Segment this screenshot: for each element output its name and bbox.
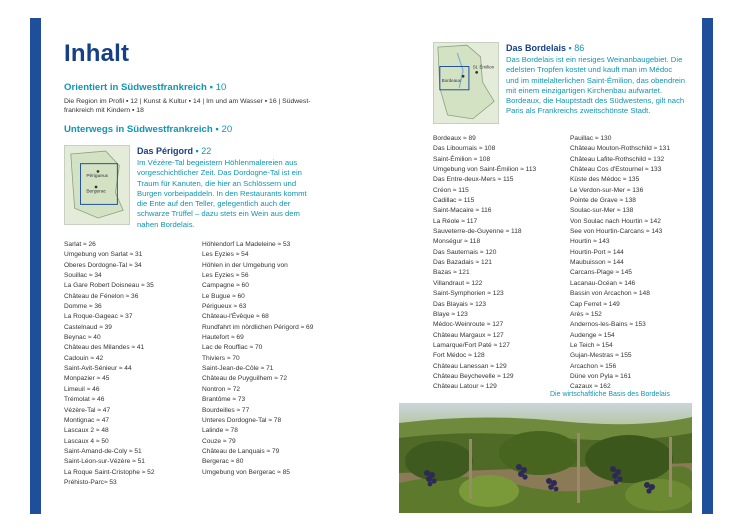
toc-entry[interactable]: Saint-Macaire ≈ 116 <box>433 207 492 215</box>
toc-entry[interactable]: Küste des Médoc ≈ 135 <box>570 176 640 184</box>
toc-entry[interactable]: Château Beychevelle ≈ 129 <box>433 372 514 380</box>
vineyard-photo <box>399 403 692 513</box>
map-label-st-emilion: St. Émilion <box>472 64 495 70</box>
section-orientiert-page: 10 <box>215 82 227 93</box>
toc-entry[interactable]: Bordeaux ≈ 89 <box>433 135 476 142</box>
toc-entry[interactable]: Höhlendorf La Madeleine ≈ 53 <box>202 241 291 248</box>
toc-entry[interactable]: Domme ≈ 36 <box>64 303 102 311</box>
toc-entry[interactable]: Das Blayais ≈ 123 <box>433 300 487 308</box>
toc-entry[interactable]: Château Margaux ≈ 127 <box>433 331 504 339</box>
photo-caption: Die wirtschaftliche Basis des Bordelais <box>550 391 670 398</box>
section-unterwegs[interactable]: Unterwegs in Südwestfrankreich ▪ 20 <box>64 124 233 135</box>
toc-entry[interactable]: Saint-Symphorien ≈ 123 <box>433 290 504 298</box>
bordelais-list-col1 <box>433 134 536 393</box>
toc-entry[interactable]: Les Eyzies ≈ 56 <box>202 272 249 280</box>
toc-entry[interactable]: Montignac ≈ 47 <box>64 416 110 424</box>
perigord-list-col2 <box>202 240 313 478</box>
toc-entry[interactable]: La Roque Saint-Cristophe ≈ 52 <box>64 468 155 476</box>
toc-entry[interactable]: Campagne ≈ 60 <box>202 282 249 290</box>
toc-entry[interactable]: Das Sauternais ≈ 120 <box>433 248 497 256</box>
toc-entry[interactable]: Lamarque/Fort Paté ≈ 127 <box>433 341 510 349</box>
page-title: Inhalt <box>64 40 130 67</box>
toc-entry[interactable]: Sarlat ≈ 26 <box>64 241 96 248</box>
toc-entry[interactable]: Blaye ≈ 123 <box>433 310 468 318</box>
toc-entry[interactable]: Carcans-Plage ≈ 145 <box>570 269 632 277</box>
bordelais-list-col2 <box>570 134 670 393</box>
toc-entry[interactable]: Cap Ferret ≈ 149 <box>570 300 620 308</box>
toc-entry[interactable]: Monpazier ≈ 45 <box>64 375 110 383</box>
toc-entry[interactable]: Unteres Dordogne-Tal ≈ 78 <box>202 416 282 424</box>
toc-entry[interactable]: Le Bugue ≈ 60 <box>202 292 245 300</box>
toc-entry[interactable]: Arcachon ≈ 156 <box>570 362 617 370</box>
toc-entry[interactable]: Villandraut ≈ 122 <box>433 279 483 287</box>
toc-entry[interactable]: Limeuil ≈ 46 <box>64 385 100 393</box>
toc-entry[interactable]: Cadouin ≈ 42 <box>64 354 104 362</box>
toc-entry[interactable]: Bourdeilles ≈ 77 <box>202 406 250 414</box>
toc-entry[interactable]: Pauillac ≈ 130 <box>570 135 612 142</box>
toc-entry[interactable]: Rundfahrt im nördlichen Périgord ≈ 69 <box>202 323 314 331</box>
toc-entry[interactable]: Von Soulac nach Hourtin ≈ 142 <box>570 217 661 225</box>
toc-entry[interactable]: Périgueux ≈ 63 <box>202 303 247 311</box>
toc-entry[interactable]: Monségur ≈ 118 <box>433 238 481 246</box>
toc-entry[interactable]: Saint-Émilion ≈ 108 <box>433 155 491 163</box>
toc-entry[interactable]: Les Eyzies ≈ 54 <box>202 251 249 259</box>
map-label-perigueux: Périgueux <box>86 174 109 180</box>
toc-entry[interactable]: Arès ≈ 152 <box>570 310 602 318</box>
toc-entry[interactable]: Souillac ≈ 34 <box>64 272 102 280</box>
map-label-bordeaux: Bordeaux <box>441 78 461 84</box>
toc-entry[interactable]: Le Teich ≈ 154 <box>570 341 613 349</box>
toc-entry[interactable]: Hautefort ≈ 69 <box>202 334 244 342</box>
section-unterwegs-page: 20 <box>221 124 233 135</box>
toc-entry[interactable]: Hourtin-Port ≈ 144 <box>570 248 624 256</box>
section-orientiert[interactable]: Orientiert in Südwestfrankreich ▪ 10 <box>64 82 227 93</box>
toc-entry[interactable]: Lalinde ≈ 78 <box>202 427 238 435</box>
toc-entry[interactable]: Château Lafite-Rothschild ≈ 132 <box>570 155 665 163</box>
toc-entry[interactable]: Beynac ≈ 40 <box>64 334 101 342</box>
bordelais-description: Das Bordelais ist ein riesiges Weinanbaugebiet. Die edelsten Tropfen kostet und kauft man im Médoc und im mittelalterlichen Saint-Émilion, das obendrein mit einem einzigartigen Kirchenbau aufwartet. Bordeaux, die Hauptstadt des Südwestens, gilt nach Paris als Frankreichs zweitschönste Stadt. <box>506 55 686 116</box>
toc-entry[interactable]: Saint-Léon-sur-Vézère ≈ 51 <box>64 458 145 466</box>
toc-entry[interactable]: Créon ≈ 115 <box>433 186 469 194</box>
toc-entry[interactable]: La Gare Robert Doisneau ≈ 35 <box>64 282 154 290</box>
bordelais-page: 86 <box>574 43 585 53</box>
toc-entry[interactable]: Das Libournais ≈ 108 <box>433 145 496 153</box>
toc-entry[interactable]: Nontron ≈ 72 <box>202 385 241 393</box>
toc-entry[interactable]: Das Entre-deux-Mers ≈ 115 <box>433 176 514 184</box>
toc-entry[interactable]: Bassin von Arcachon ≈ 148 <box>570 290 650 298</box>
perigord-description: Im Vézère-Tal begeistern Höhlenmalereien aus vorgeschichtlicher Zeit. Das Dordogne-Tal ist ein Traum für Kanuten, die hier an Schlössern und Burgen vorbeipaddeln. In den Restaurants kommt die Ente auf den Teller, gelegentlich auch der schwarze Trüffel – dazu stets ein Wein aus dem nahen Bordelais. <box>137 158 307 229</box>
toc-entry[interactable]: Düne von Pyla ≈ 161 <box>570 372 632 380</box>
left-edge-bar <box>30 18 41 514</box>
toc-entry[interactable]: Audenge ≈ 154 <box>570 331 615 339</box>
toc-entry[interactable]: Oberes Dordogne-Tal ≈ 34 <box>64 261 142 269</box>
toc-entry[interactable]: Château de Puyguilhem ≈ 72 <box>202 375 287 383</box>
toc-entry[interactable]: Castelnaud ≈ 39 <box>64 323 112 331</box>
toc-entry[interactable]: Umgebung von Sarlat ≈ 31 <box>64 251 143 259</box>
toc-entry[interactable]: Château de Fénelon ≈ 36 <box>64 292 139 300</box>
toc-entry[interactable]: Lascaux 2 ≈ 48 <box>64 427 109 435</box>
toc-entry[interactable]: Château Cos d'Estournel ≈ 133 <box>570 166 662 174</box>
toc-entry[interactable]: Château Latour ≈ 129 <box>433 383 497 391</box>
toc-entry[interactable]: Trémolat ≈ 46 <box>64 396 105 404</box>
toc-entry[interactable]: Umgebung von Saint-Émilion ≈ 113 <box>433 166 537 174</box>
toc-entry[interactable]: Château-l'Évêque ≈ 68 <box>202 313 269 321</box>
toc-entry[interactable]: Lacanau-Océan ≈ 146 <box>570 279 636 287</box>
perigord-region-map <box>64 145 130 225</box>
toc-entry[interactable]: Maubuisson ≈ 144 <box>570 259 624 267</box>
toc-entry[interactable]: Andernos-les-Bains ≈ 153 <box>570 321 646 329</box>
toc-entry[interactable]: Vézère-Tal ≈ 47 <box>64 406 111 414</box>
right-edge-bar <box>702 18 713 514</box>
toc-entry[interactable]: Thiviers ≈ 70 <box>202 354 240 362</box>
toc-entry[interactable]: Médoc-Weinroute ≈ 127 <box>433 321 504 329</box>
toc-entry[interactable]: La Réole ≈ 117 <box>433 217 478 225</box>
toc-entry[interactable]: Le Verdon-sur-Mer ≈ 136 <box>570 186 644 194</box>
bordelais-region-map <box>433 42 499 124</box>
toc-entry[interactable]: Saint-Jean-de-Côle ≈ 71 <box>202 365 274 373</box>
toc-entry[interactable]: Hourtin ≈ 143 <box>570 238 610 246</box>
toc-entry[interactable]: Soulac-sur-Mer ≈ 138 <box>570 207 634 215</box>
section-orientiert-subentries: Die Region im Profil ▪ 12 | Kunst & Kultur ▪ 14 | Im und am Wasser ▪ 16 | Südwestfrankreich mit Kindern ▪ 18 <box>64 98 311 115</box>
toc-entry[interactable]: Préhisto-Parc≈ 53 <box>64 478 117 486</box>
toc-entry[interactable]: Das Bazadais ≈ 121 <box>433 259 492 267</box>
perigord-title[interactable]: Das Périgord ▪ 22 <box>137 146 212 156</box>
toc-entry[interactable]: Bazas ≈ 121 <box>433 269 470 277</box>
section-orientiert-title: Orientiert in Südwestfrankreich <box>64 82 207 93</box>
toc-entry[interactable]: Umgebung von Bergerac ≈ 85 <box>202 468 290 476</box>
toc-entry[interactable]: Château Lanessan ≈ 129 <box>433 362 507 370</box>
toc-entry[interactable]: Cazaux ≈ 162 <box>570 383 611 391</box>
toc-entry[interactable]: Gujan-Mestras ≈ 155 <box>570 352 632 360</box>
map-label-bergerac: Bergerac <box>86 189 106 195</box>
toc-entry[interactable]: See von Hourtin-Carcans ≈ 143 <box>570 228 663 236</box>
toc-entry[interactable]: Château des Milandes ≈ 41 <box>64 344 145 352</box>
toc-entry[interactable]: Château Mouton-Rothschild ≈ 131 <box>570 145 671 153</box>
section-unterwegs-title: Unterwegs in Südwestfrankreich <box>64 124 213 135</box>
toc-entry[interactable]: Cadillac ≈ 115 <box>433 197 475 205</box>
toc-entry[interactable]: La Roque-Gageac ≈ 37 <box>64 313 133 321</box>
toc-entry[interactable]: Lac de Rouffiac ≈ 70 <box>202 344 263 352</box>
toc-entry[interactable]: Lascaux 4 ≈ 50 <box>64 437 109 445</box>
toc-entry[interactable]: Pointe de Grave ≈ 138 <box>570 197 636 205</box>
perigord-page: 22 <box>201 146 212 156</box>
toc-entry[interactable]: Fort Médoc ≈ 128 <box>433 352 485 360</box>
toc-entry[interactable]: Bergerac ≈ 80 <box>202 458 244 466</box>
toc-entry[interactable]: Brantôme ≈ 73 <box>202 396 246 404</box>
toc-entry[interactable]: Saint-Amand-de-Coly ≈ 51 <box>64 447 142 455</box>
bordelais-title[interactable]: Das Bordelais ▪ 86 <box>506 43 585 53</box>
toc-entry[interactable]: Sauveterre-de-Guyenne ≈ 118 <box>433 228 522 236</box>
toc-entry[interactable]: Château de Lanquais ≈ 79 <box>202 447 280 455</box>
toc-entry[interactable]: Höhlen in der Umgebung von <box>202 261 288 269</box>
perigord-list-col1 <box>64 240 155 488</box>
toc-entry[interactable]: Couze ≈ 79 <box>202 437 236 445</box>
toc-entry[interactable]: Saint-Avit-Sénieur ≈ 44 <box>64 365 132 373</box>
